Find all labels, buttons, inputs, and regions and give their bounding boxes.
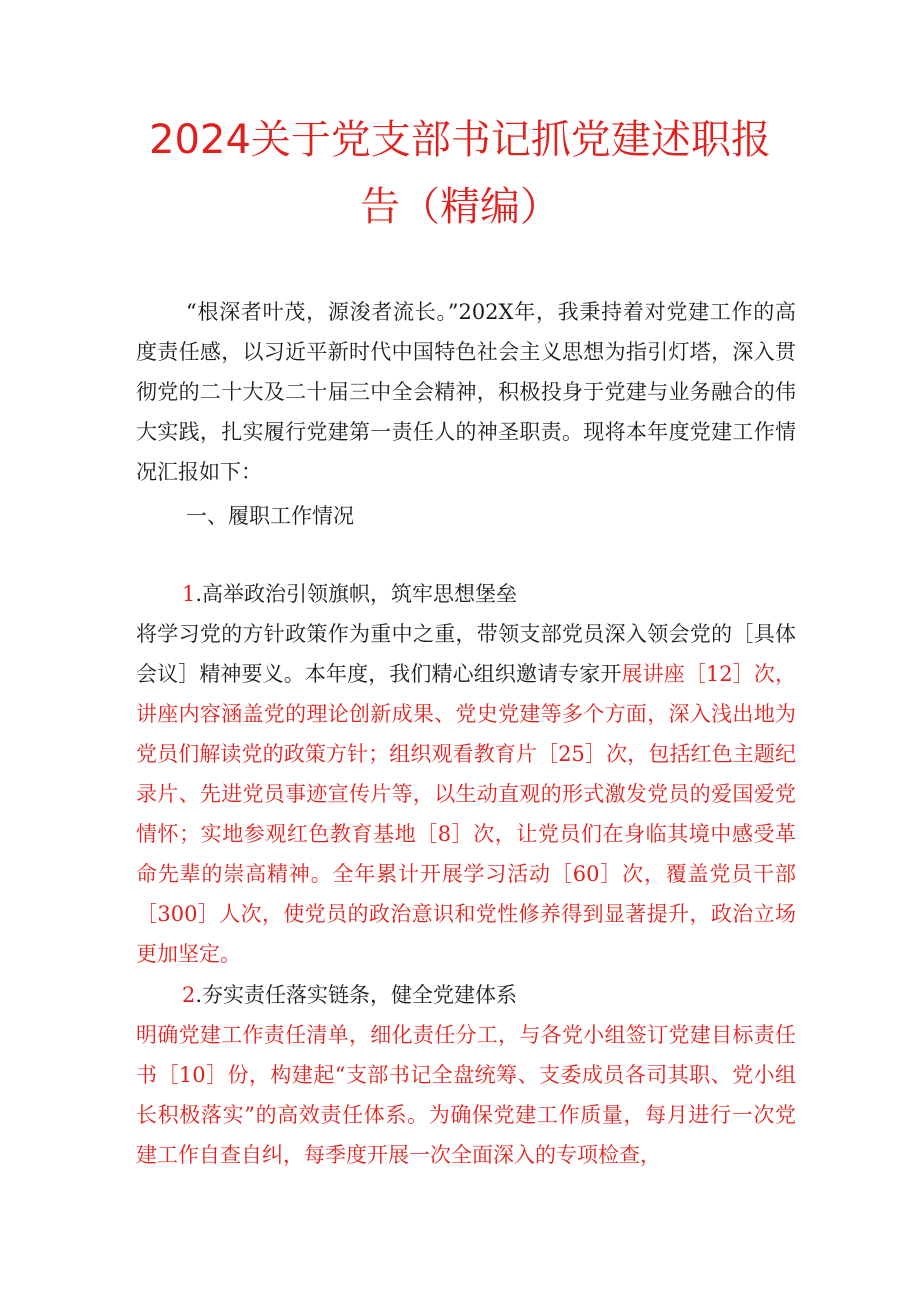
subsection-number-1: 1 [182,582,196,606]
subsection-body-1-red: 展讲座［12］次，讲座内容涵盖党的理论创新成果、党史党建等多个方面，深入浅出地为党员们解读党的政策方针；组织观看教育片［25］次，包括红色主题纪录片、先进党员事迹宣传片等，以生动直观的形式激发党员的爱国爱党情怀；实地参观红色教育基地［8］次，让党员们在身临其境中感受革命先辈的崇高精神。全年累计开展学习活动［60］次，覆盖党员干部［300］人次，使党员的政治意识和党性修养得到显著提升，政治立场更加坚定。 [136,662,796,966]
subsection-title-1: .高举政治引领旗帜，筑牢思想堡垒 [195,582,518,606]
intro-paragraph: “根深者叶茂，源浚者流长。”202X年，我秉持着对党建工作的高度责任感，以习近平新时代中国特色社会主义思想为指引灯塔，深入贯彻党的二十大及二十届三中全会精神，积极投身于党建与业务融合的伟大实践，扎实履行党建第一责任人的神圣职责。现将本年度党建工作情况汇报如下： [136,300,796,484]
subsection-body-1 [136,614,796,974]
subsection-heading-2 [182,975,517,1015]
subsection-heading-1 [182,574,517,614]
subsection-body-2: 明确党建工作责任清单，细化责任分工，与各党小组签订党建目标责任书［10］份，构建起“支部书记全盘统筹、支委成员各司其职、党小组长积极落实”的高效责任体系。为确保党建工作质量，每月进行一次党建工作自查自纠，每季度开展一次全面深入的专项检查， [136,1023,796,1167]
subsection-number-2: 2 [182,983,196,1007]
document-title-line1: 2024关于党支部书记抓党建述职报 [149,117,771,163]
section-heading: 一、履职工作情况 [186,504,354,528]
subsection-body-1-black: 将学习党的方针政策作为重中之重，带领支部党员深入领会党的［具体会议］精神要义。本年度，我们精心组织邀请专家开 [136,622,796,686]
subsection-title-2: .夯实责任落实链条，健全党建体系 [195,983,518,1007]
document-title-line2: 告（精编） [360,184,560,230]
